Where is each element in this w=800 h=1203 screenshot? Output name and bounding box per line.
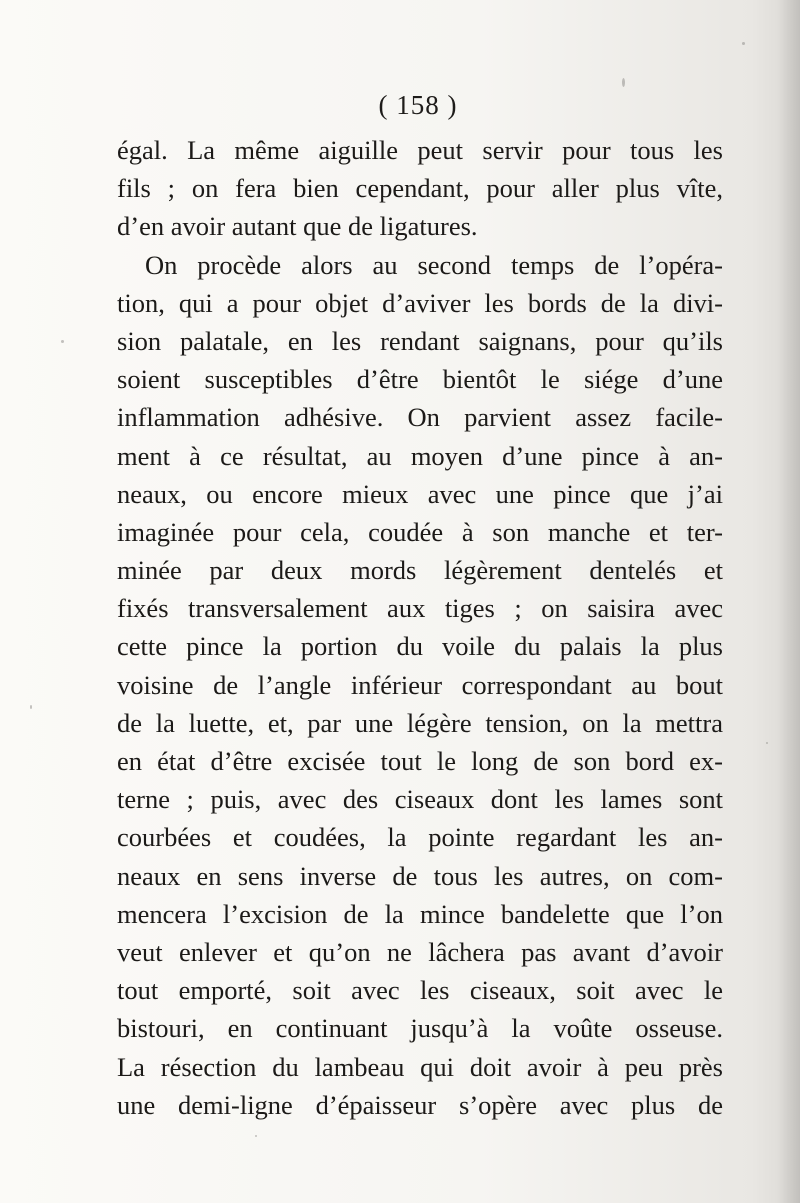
text-line: La résection du lambeau qui doit avoir à peu près: [117, 1051, 723, 1082]
paper-speck: [30, 705, 32, 709]
text-line: une demi-ligne d’épaisseur s’opère avec plus de: [117, 1089, 723, 1120]
text-line: tion, qui a pour objet d’aviver les bords de la divi-: [117, 287, 723, 318]
text-line: cette pince la portion du voile du palais la plus: [117, 631, 723, 662]
text-line: On procède alors au second temps de l’opéra-: [145, 249, 723, 280]
text-line: veut enlever et qu’on ne lâchera pas avant d’avoir: [117, 936, 723, 967]
body-text: [117, 131, 723, 1124]
text-line: mencera l’excision de la mince bandelette que l’on: [117, 898, 723, 929]
text-line: fils ; on fera bien cependant, pour aller plus vîte,: [117, 173, 723, 204]
text-line: égal. La même aiguille peut servir pour tous les: [117, 135, 723, 165]
text-line: neaux, ou encore mieux avec une pince que j’ai: [117, 478, 723, 509]
text-line: sion palatale, en les rendant saignans, pour qu’ils: [117, 325, 723, 356]
paper-speck: [255, 1135, 257, 1137]
page-number: ( 158 ): [378, 90, 458, 120]
text-line: voisine de l’angle inférieur correspondant au bout: [117, 669, 723, 700]
text-line: terne ; puis, avec des ciseaux dont les lames sont: [117, 784, 723, 815]
text-line: soient susceptibles d’être bientôt le siége d’une: [117, 364, 723, 395]
text-line: de la luette, et, par une légère tension, on la mettra: [117, 707, 723, 738]
text-line: en état d’être excisée tout le long de son bord ex-: [117, 746, 723, 776]
text-line: imaginée pour cela, coudée à son manche et ter-: [117, 516, 723, 547]
paper-speck: [742, 42, 745, 45]
text-line: fixés transversalement aux tiges ; on saisira avec: [117, 593, 723, 624]
page-edge-shadow: [778, 0, 800, 1203]
paper-speck: [61, 340, 64, 343]
text-line: neaux en sens inverse de tous les autres, on com-: [117, 860, 723, 891]
text-line: inflammation adhésive. On parvient assez facile-: [117, 402, 723, 433]
text-line: courbées et coudées, la pointe regardant les an-: [117, 822, 723, 853]
paper-speck: [622, 78, 625, 87]
text-line: bistouri, en continuant jusqu’à la voûte osseuse.: [117, 1013, 723, 1044]
text-line: ment à ce résultat, au moyen d’une pince à an-: [117, 440, 723, 471]
text-line: minée par deux mords légèrement dentelés et: [117, 555, 723, 586]
text-line: d’en avoir autant que de ligatures.: [117, 211, 478, 242]
paper-speck: [766, 742, 768, 744]
text-line: tout emporté, soit avec les ciseaux, soit avec le: [117, 975, 723, 1006]
